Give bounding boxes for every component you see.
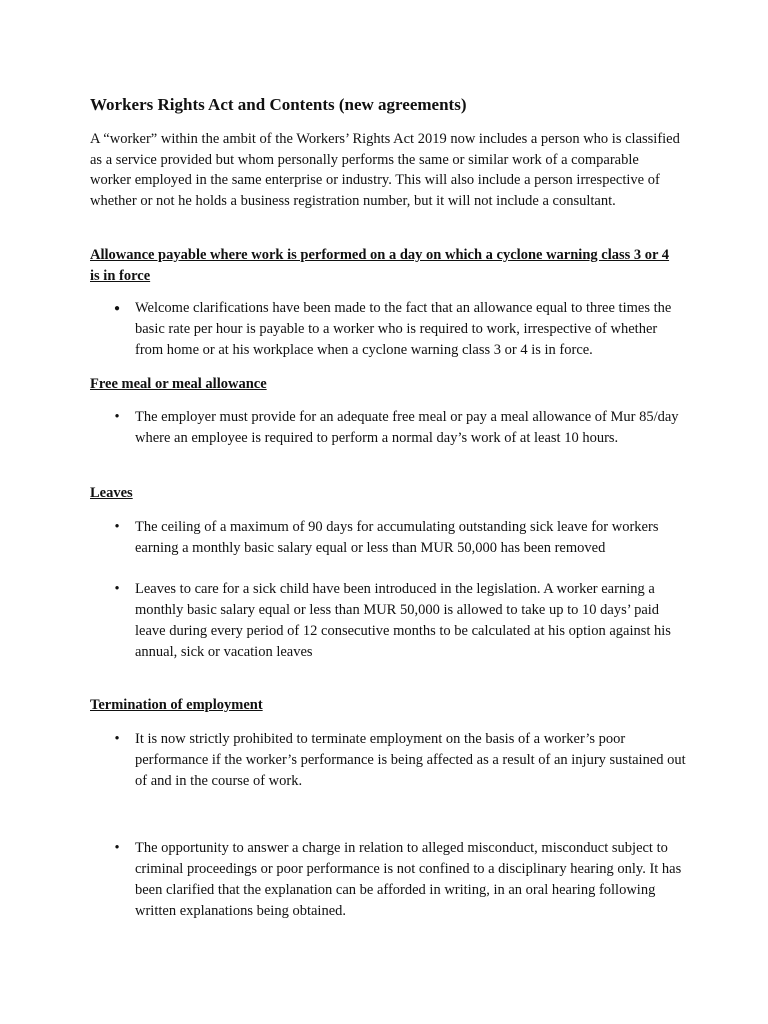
section-heading-leaves: Leaves [90, 485, 133, 501]
section-heading-cyclone-allowance: Allowance payable where work is performed on a day on which a cyclone warning class 3 or 4 is in force [90, 247, 670, 284]
bullet-icon: • [114, 409, 120, 425]
bullet-icon: • [114, 519, 120, 535]
list-item-text: Welcome clarifications have been made to the fact that an allowance equal to three times the basic rate per hour is payable to a worker who is required to work, irrespective of whether from home or at his workplace when a cyclone warning class 3 or 4 is in force. [135, 300, 672, 358]
intro-paragraph: A “worker” within the ambit of the Workers’ Rights Act 2019 now includes a person who is classified as a service provided but whom personally performs the same or similar work of a comparable worker employed in the same enterprise or industry. This will also include a person irrespective of whether or not he holds a business registration number, but it will not include a consultant. [90, 131, 680, 209]
document-title: Workers Rights Act and Contents (new agreements) [90, 95, 467, 114]
section-heading-free-meal: Free meal or meal allowance [90, 376, 267, 392]
list-item-text: Leaves to care for a sick child have been introduced in the legislation. A worker earning a monthly basic salary equal or less than MUR 50,000 is allowed to take up to 10 days’ paid leave during every period of 12 consecutive months to be calculated at his option against his annual, sick or vacation leaves [135, 581, 671, 660]
list-item-text: The employer must provide for an adequate free meal or pay a meal allowance of Mur 85/day where an employee is required to perform a normal day’s work of at least 10 hours. [135, 409, 679, 446]
list-item-text: It is now strictly prohibited to terminate employment on the basis of a worker’s poor performance if the worker’s performance is being affected as a result of an injury sustained out of and in the course of work. [135, 731, 686, 789]
section-heading-termination: Termination of employment [90, 697, 263, 713]
bullet-icon: ● [113, 303, 121, 314]
list-item-text: The opportunity to answer a charge in relation to alleged misconduct, misconduct subject to criminal proceedings or poor performance is not confined to a disciplinary hearing only. It has been clarified that the explanation can be afforded in writing, in an oral hearing following written explanations being obtained. [135, 840, 682, 919]
list-item-text: The ceiling of a maximum of 90 days for accumulating outstanding sick leave for workers earning a monthly basic salary equal or less than MUR 50,000 has been removed [135, 519, 659, 556]
bullet-icon: • [114, 731, 120, 747]
bullet-icon: • [114, 840, 120, 856]
bullet-icon: • [114, 581, 120, 597]
